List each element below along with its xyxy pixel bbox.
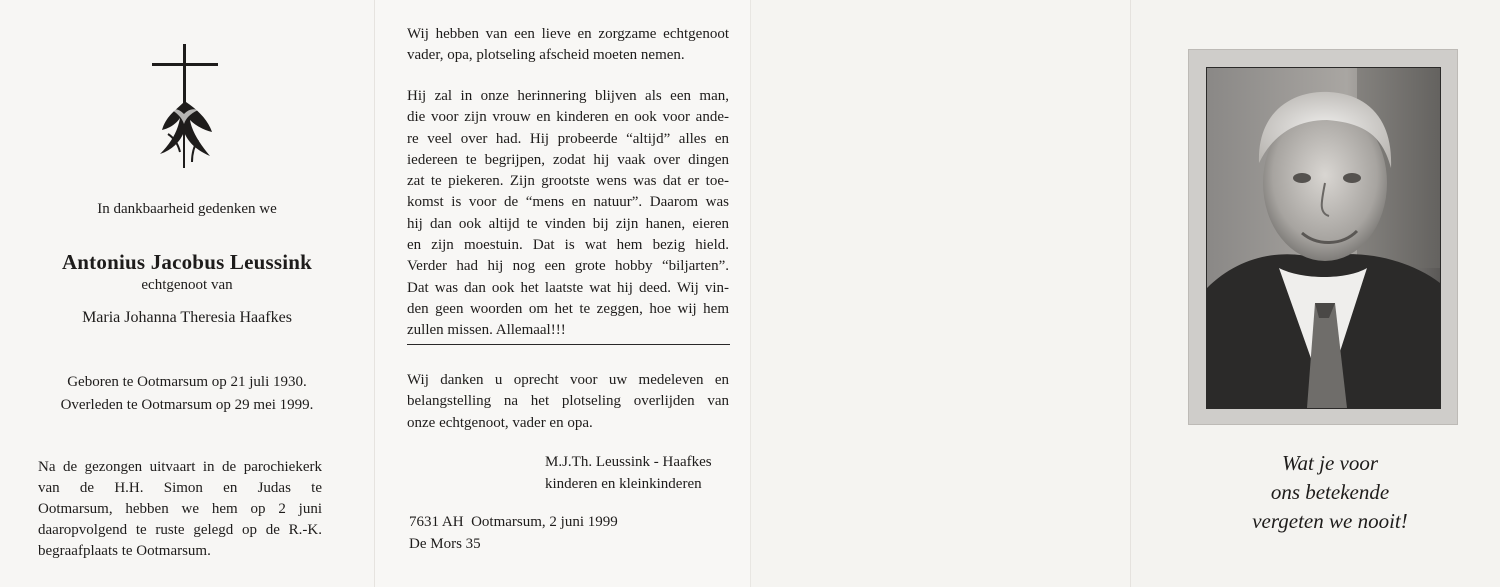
funeral-line: daaropvolgend te ruste gelegd op de R.-K.: [38, 522, 322, 538]
paragraph-line: re veel over had. Hij probeerde “altijd” alles en: [407, 130, 729, 147]
paragraph-line: onze echtgenoot, vader en opa.: [407, 414, 593, 431]
funeral-paragraph: [38, 457, 322, 562]
paragraph-line: belangstelling na het plotseling overlijden van: [407, 393, 729, 410]
funeral-line: Ootmarsum, hebben we hem op 2 juni: [38, 501, 322, 517]
paragraph-line: Wij danken u oprecht voor uw medeleven en: [407, 372, 729, 388]
paragraph-line: Hij zal in onze herinnering blijven als een man,: [407, 88, 729, 104]
portrait-image: [1207, 68, 1440, 408]
paragraph-line: hij dan ook altijd te vinden bij zijn hanen, eieren: [407, 215, 729, 232]
cross-with-lily-icon: [148, 44, 222, 172]
paragraph-line: die voor zijn vrouw en kinderen en ook voor ande-: [407, 109, 729, 126]
motto-line: Wat je voor: [1281, 451, 1379, 475]
signature-family: kinderen en kleinkinderen: [545, 476, 702, 492]
thanks-paragraph: [407, 370, 729, 434]
paragraph-line: en zijn moestuin. Dat is wat hem bezig hield.: [407, 237, 729, 254]
spouse-name: Maria Johanna Theresia Haafkes: [82, 309, 292, 326]
funeral-line: Na de gezongen uitvaart in de parochiekerk: [38, 459, 322, 475]
story-paragraph: [407, 86, 729, 342]
portrait-photo: [1206, 67, 1441, 409]
death-line: Overleden te Ootmarsum op 29 mei 1999.: [60, 397, 314, 413]
divider-line: [407, 344, 730, 345]
paragraph-line: Dat was dan ook het laatste wat hij deed. Wij vin-: [407, 279, 729, 296]
paragraph-line: zat te piekeren. Zijn grootste wens was dat er toe-: [407, 173, 729, 190]
blank-panel: [750, 0, 1131, 587]
address-date: 7631 AH Ootmarsum, 2 juni 1999: [409, 514, 618, 530]
funeral-line: van de H.H. Simon en Judas te: [38, 480, 322, 496]
funeral-line: begraafplaats te Ootmarsum.: [38, 543, 211, 559]
paragraph-line: vader, opa, plotseling afscheid moeten nemen.: [407, 47, 685, 64]
relation-label: echtgenoot van: [141, 277, 233, 293]
paragraph-line: Wij hebben van een lieve en zorgzame echtgenoot: [407, 26, 729, 42]
paragraph-line: Verder had hij nog een grote hobby “biljarten”.: [407, 258, 729, 275]
intro-paragraph: [407, 24, 729, 67]
address-street: De Mors 35: [409, 536, 481, 552]
birth-line: Geboren te Ootmarsum op 21 juli 1930.: [67, 374, 307, 390]
remembrance-intro: In dankbaarheid gedenken we: [97, 201, 277, 217]
paragraph-line: iedereen te begrijpen, zodat hij vaak over dingen: [407, 151, 729, 168]
paragraph-line: zullen missen. Allemaal!!!: [407, 322, 566, 339]
left-panel: [0, 0, 374, 587]
paragraph-line: komst is voor de “mens en natuur”. Daarom was: [407, 194, 729, 211]
motto-line: vergeten we nooit!: [1252, 509, 1408, 533]
motto-line: ons betekende: [1270, 480, 1390, 504]
portrait-frame: [1188, 49, 1458, 425]
signature-names: M.J.Th. Leussink - Haafkes: [545, 454, 712, 470]
paragraph-line: den geen woorden om het te zeggen, hoe wij hem: [407, 300, 729, 317]
deceased-name: Antonius Jacobus Leussink: [61, 250, 313, 274]
